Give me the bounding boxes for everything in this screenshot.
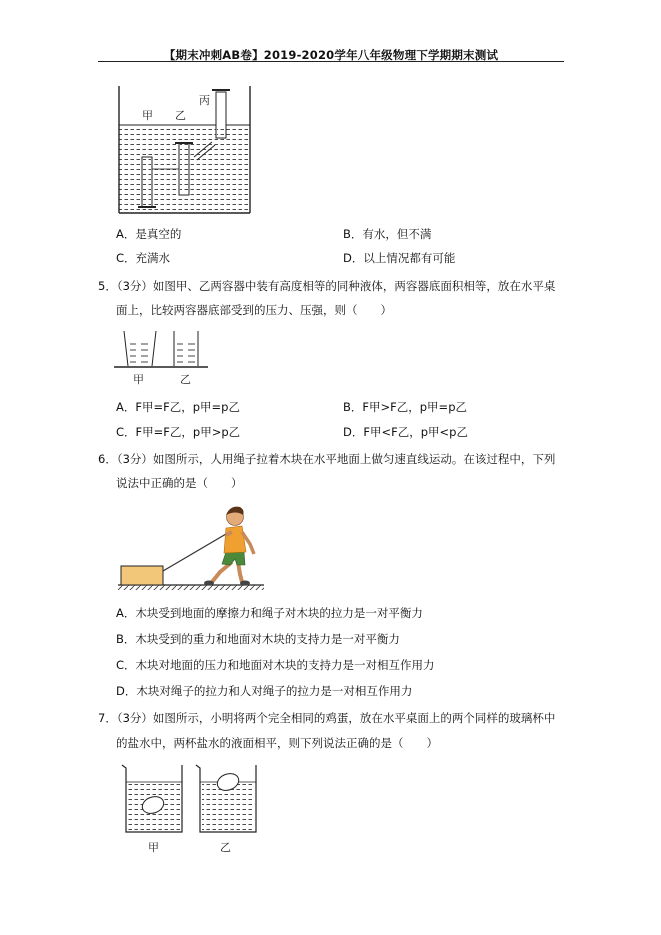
- q6-figure: [116, 502, 266, 592]
- q7-figure: [116, 762, 266, 857]
- q5-option-b: B．F甲>F乙，p甲=p乙: [343, 400, 467, 414]
- q6-option-c: C．木块对地面的压力和地面对木块的支持力是一对相互作用力: [116, 658, 435, 672]
- q5-option-a: A．F甲=F乙，p甲=p乙: [116, 400, 240, 414]
- q5-fig-label-jia: 甲: [133, 373, 144, 386]
- q6-option-d: D．木块对绳子的拉力和人对绳子的拉力是一对相互作用力: [116, 684, 413, 698]
- fig4-label-bing: 丙: [199, 94, 210, 107]
- q4-option-b: B．有水，但不满: [343, 227, 432, 241]
- q7-fig-label-jia: 甲: [148, 841, 159, 854]
- q7-fig-label-yi: 乙: [220, 841, 231, 854]
- q5-fig-label-yi: 乙: [180, 373, 191, 386]
- fig4-label-jia: 甲: [142, 109, 153, 122]
- fig4-label-yi: 乙: [175, 109, 186, 122]
- q4-figure: [112, 82, 257, 214]
- header-rule: [98, 61, 564, 62]
- q5-option-d: D．F甲<F乙，p甲<p乙: [343, 425, 468, 439]
- q6-option-a: A．木块受到地面的摩擦力和绳子对木块的拉力是一对平衡力: [116, 606, 423, 620]
- person-icon: [204, 507, 254, 586]
- q6-option-b: B．木块受到的重力和地面对木块的支持力是一对平衡力: [116, 632, 400, 646]
- q6-stem-line2: 说法中正确的是（ ）: [116, 476, 243, 490]
- q5-figure: [112, 328, 212, 390]
- q5-stem-line1: 5．（3分）如图甲、乙两容器中装有高度相等的同种液体，两容器底面积相等，放在水平桌: [98, 279, 556, 293]
- q6-stem-line1: 6．（3分）如图所示，人用绳子拉着木块在水平地面上做匀速直线运动。在该过程中，下列: [98, 452, 556, 466]
- q7-stem-line1: 7．（3分）如图所示，小明将两个完全相同的鸡蛋，放在水平桌面上的两个同样的玻璃杯中: [98, 711, 556, 725]
- q4-option-d: D．以上情况都有可能: [343, 251, 456, 265]
- q4-option-a: A．是真空的: [116, 227, 182, 241]
- q4-option-c: C．充满水: [116, 251, 171, 265]
- page-header: 【期末冲刺AB卷】2019-2020学年八年级物理下学期期末测试: [163, 48, 499, 62]
- q5-option-c: C．F甲=F乙，p甲>p乙: [116, 425, 241, 439]
- q5-stem-line2: 面上，比较两容器底部受到的压力、压强，则（ ）: [116, 303, 392, 317]
- q7-stem-line2: 的盐水中，两杯盐水的液面相平，则下列说法正确的是（ ）: [116, 736, 438, 750]
